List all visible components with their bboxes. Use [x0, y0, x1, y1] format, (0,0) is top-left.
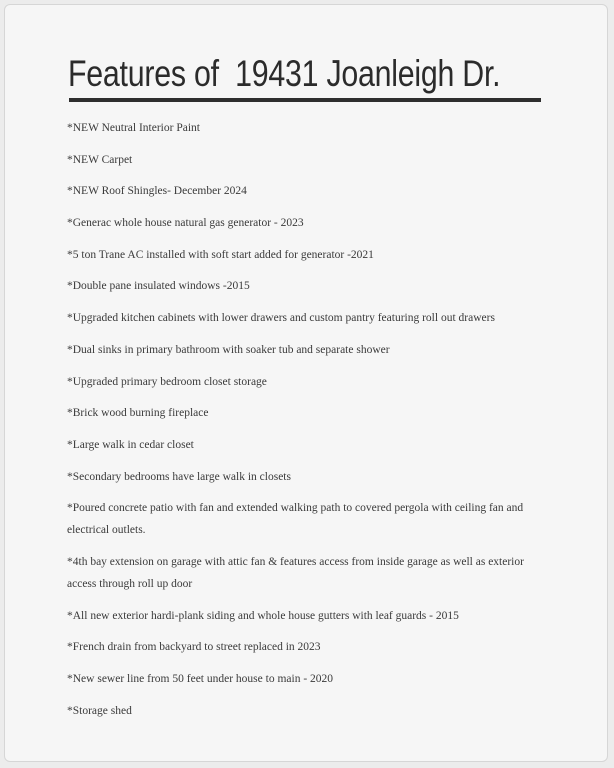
feature-list [67, 117, 547, 731]
feature-item: *Secondary bedrooms have large walk in closets [67, 470, 291, 483]
feature-item: *French drain from backyard to street replaced in 2023 [67, 641, 321, 654]
feature-item: *NEW Neutral Interior Paint [67, 122, 200, 134]
feature-item: *Upgraded kitchen cabinets with lower drawers and custom pantry featuring roll out drawers [67, 312, 495, 325]
feature-item: *Storage shed [67, 704, 132, 717]
feature-item: *4th bay extension on garage with attic fan & features access from inside garage as well as exterior access through roll up door [67, 555, 524, 590]
feature-item: *Dual sinks in primary bathroom with soaker tub and separate shower [67, 343, 390, 356]
feature-item: *Upgraded primary bedroom closet storage [67, 375, 267, 388]
feature-item: *Poured concrete patio with fan and extended walking path to covered pergola with ceiling fan and electrical outlets. [67, 502, 524, 537]
feature-item: *Generac whole house natural gas generator - 2023 [67, 217, 304, 230]
feature-item: *All new exterior hardi-plank siding and whole house gutters with leaf guards - 2015 [67, 609, 459, 622]
feature-item: *Double pane insulated windows -2015 [67, 280, 250, 293]
page-title: Features of 19431 Joanleigh Dr. [68, 53, 501, 94]
feature-item: *NEW Carpet [67, 153, 133, 166]
feature-item: *NEW Roof Shingles- December 2024 [67, 185, 247, 198]
feature-item: *Brick wood burning fireplace [67, 407, 209, 420]
feature-item: *5 ton Trane AC installed with soft start added for generator -2021 [67, 248, 374, 261]
feature-item: *Large walk in cedar closet [67, 438, 194, 451]
feature-item: *New sewer line from 50 feet under house to main - 2020 [67, 673, 334, 685]
title-underline [69, 98, 541, 102]
document-page [4, 4, 608, 762]
